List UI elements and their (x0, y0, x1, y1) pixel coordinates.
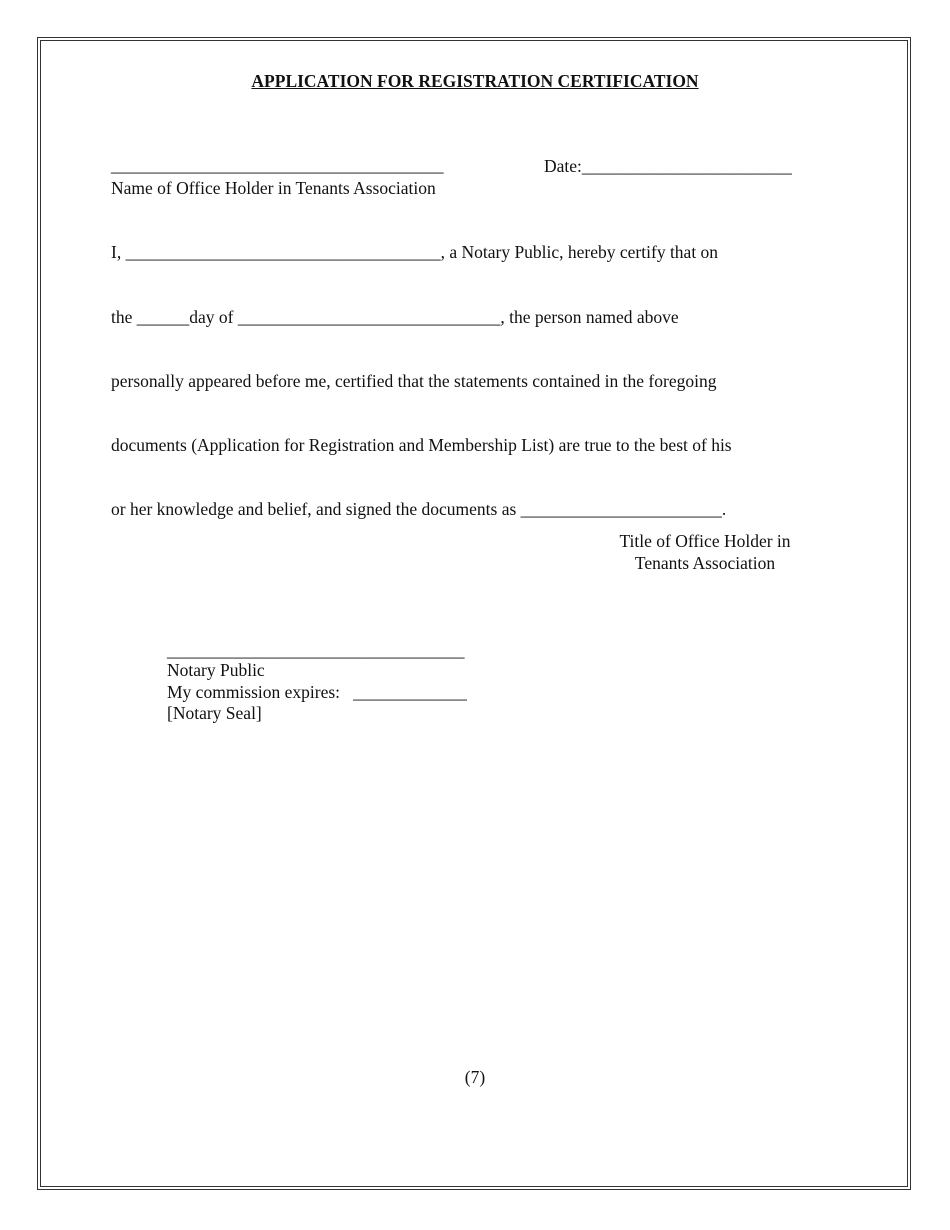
title-label-line-2: Tenants Association (634, 553, 776, 573)
certification-line-2: the ______day of ______________________________, the person named above (111, 307, 679, 327)
name-label: Name of Office Holder in Tenants Association (111, 178, 436, 198)
certification-line-5: or her knowledge and belief, and signed the documents as _______________________. (111, 499, 727, 519)
notary-seal-label: [Notary Seal] (167, 703, 262, 723)
certification-line-1: I, ____________________________________, a Notary Public, hereby certify that on (111, 242, 719, 262)
notary-public-label: Notary Public (167, 660, 265, 680)
title-label-line-1: Title of Office Holder in (619, 531, 791, 551)
name-signature-line[interactable]: ______________________________________ (111, 155, 444, 175)
certification-line-3: personally appeared before me, certified that the statements contained in the foregoing (111, 371, 717, 391)
notary-signature-line[interactable]: __________________________________ (167, 640, 465, 660)
certification-line-4: documents (Application for Registration and Membership List) are true to the best of his (111, 435, 732, 455)
commission-expires-field[interactable]: My commission expires: _____________ (167, 682, 467, 702)
document-title: APPLICATION FOR REGISTRATION CERTIFICATION (251, 71, 699, 91)
page-number: (7) (464, 1067, 486, 1087)
date-field[interactable]: Date:________________________ (544, 156, 792, 176)
page-border-inner (40, 40, 908, 1187)
